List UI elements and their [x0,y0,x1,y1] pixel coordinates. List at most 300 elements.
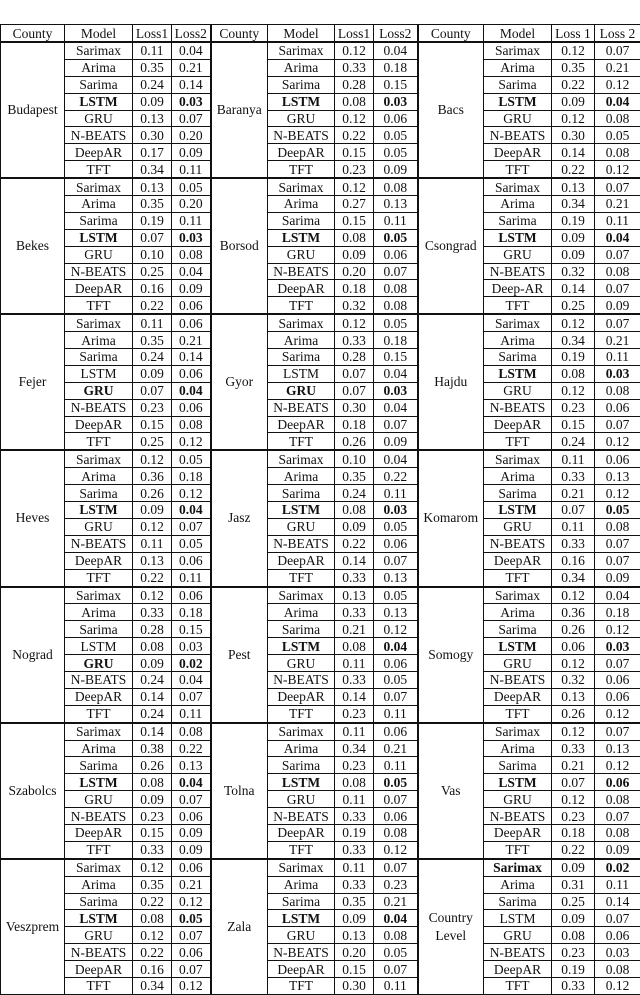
loss1-cell: 0.07 [552,774,595,791]
loss2-cell: 0.03 [172,93,211,110]
loss2-cell: 0.11 [374,757,418,774]
loss1-cell: 0.21 [552,485,595,502]
loss2-cell: 0.08 [595,144,640,161]
table-row [1,774,640,791]
table-row [1,688,640,705]
model-cell: DeepAR [268,144,335,161]
loss2-cell: 0.08 [595,791,640,808]
loss2-cell: 0.06 [172,944,211,961]
loss2-cell: 0.03 [595,638,640,655]
loss2-cell: 0.12 [595,161,640,178]
loss2-cell: 0.07 [172,927,211,944]
loss2-cell: 0.06 [172,859,211,876]
model-cell: LSTM [65,229,133,246]
loss1-cell: 0.30 [552,127,595,144]
loss2-cell: 0.14 [172,349,211,366]
loss1-cell: 0.24 [133,349,172,366]
loss1-cell: 0.09 [133,655,172,672]
loss2-cell: 0.05 [374,671,418,688]
loss2-cell: 0.11 [595,349,640,366]
table-row [1,382,640,399]
loss1-cell: 0.23 [335,705,374,722]
loss2-cell: 0.12 [595,485,640,502]
table-row [1,910,640,927]
loss2-cell: 0.12 [595,433,640,450]
model-cell: Arima [268,740,335,757]
model-cell: LSTM [65,93,133,110]
loss2-cell: 0.06 [595,927,640,944]
loss2-header: Loss2 [172,25,211,43]
loss1-cell: 0.07 [133,382,172,399]
loss1-cell: 0.28 [335,349,374,366]
loss1-cell: 0.35 [133,196,172,213]
model-cell: TFT [268,841,335,858]
loss1-cell: 0.22 [133,893,172,910]
loss1-cell: 0.34 [552,332,595,349]
loss1-cell: 0.24 [552,433,595,450]
loss2-cell: 0.07 [374,859,418,876]
loss2-cell: 0.07 [595,723,640,740]
table-row [1,263,640,280]
table-row [1,42,640,59]
loss1-cell: 0.25 [552,297,595,314]
table-row [1,297,640,314]
loss2-cell: 0.06 [595,450,640,467]
loss2-cell: 0.04 [172,263,211,280]
loss2-cell: 0.08 [374,297,418,314]
loss1-cell: 0.09 [133,502,172,519]
county-cell: Hajdu [418,314,484,450]
model-cell: DeepAR [65,552,133,569]
loss1-cell: 0.09 [335,518,374,535]
table-row [1,332,640,349]
table-row [1,841,640,858]
model-cell: LSTM [268,774,335,791]
loss2-cell: 0.05 [374,587,418,604]
loss2-cell: 0.09 [374,161,418,178]
loss1-cell: 0.12 [133,587,172,604]
loss1-cell: 0.19 [133,212,172,229]
loss2-cell: 0.05 [374,774,418,791]
loss1-cell: 0.33 [335,808,374,825]
loss1-cell: 0.33 [552,468,595,485]
loss1-cell: 0.12 [552,314,595,331]
table-row [1,280,640,297]
table-body [1,42,640,994]
county-header: County [1,25,65,43]
loss2-cell: 0.07 [172,961,211,978]
loss1-cell: 0.22 [552,841,595,858]
model-cell: GRU [484,382,552,399]
table-row [1,876,640,893]
model-cell: TFT [484,297,552,314]
loss2-cell: 0.05 [172,450,211,467]
loss2-cell: 0.08 [172,416,211,433]
model-cell: Arima [65,59,133,76]
loss1-cell: 0.33 [335,332,374,349]
loss1-cell: 0.34 [552,569,595,586]
model-cell: LSTM [484,93,552,110]
model-cell: DeepAR [65,144,133,161]
loss2-cell: 0.04 [374,638,418,655]
county-cell: Budapest [1,42,65,178]
county-cell: Csongrad [418,178,484,314]
model-cell: Sarimax [268,178,335,195]
model-cell: Sarima [268,621,335,638]
loss2-cell: 0.12 [172,977,211,994]
loss2-cell: 0.05 [374,127,418,144]
model-cell: DeepAR [65,280,133,297]
loss2-cell: 0.15 [374,76,418,93]
loss1-cell: 0.28 [133,621,172,638]
loss1-cell: 0.19 [552,961,595,978]
loss1-cell: 0.20 [335,263,374,280]
loss2-cell: 0.11 [595,876,640,893]
model-cell: Sarimax [484,859,552,876]
table-row [1,502,640,519]
loss2-cell: 0.09 [172,280,211,297]
model-cell: Sarima [484,893,552,910]
loss2-cell: 0.05 [172,910,211,927]
loss1-cell: 0.23 [133,808,172,825]
loss2-cell: 0.08 [595,382,640,399]
loss1-cell: 0.34 [133,161,172,178]
model-cell: DeepAR [65,961,133,978]
loss1-cell: 0.22 [133,569,172,586]
model-cell: GRU [65,655,133,672]
model-cell: LSTM [268,93,335,110]
model-cell: Arima [484,196,552,213]
model-cell: TFT [65,569,133,586]
loss1-cell: 0.16 [133,961,172,978]
loss1-cell: 0.12 [552,110,595,127]
loss1-cell: 0.13 [133,178,172,195]
loss2-cell: 0.06 [172,297,211,314]
loss1-cell: 0.24 [133,76,172,93]
loss2-cell: 0.13 [172,757,211,774]
loss2-cell: 0.09 [172,144,211,161]
loss2-cell: 0.22 [374,468,418,485]
loss1-cell: 0.15 [133,824,172,841]
model-cell: Sarima [484,76,552,93]
model-cell: DeepAR [268,416,335,433]
loss1-cell: 0.14 [335,552,374,569]
loss2-cell: 0.08 [595,518,640,535]
table-row [1,859,640,876]
loss2-cell: 0.04 [172,671,211,688]
loss2-cell: 0.07 [374,263,418,280]
loss1-cell: 0.23 [335,161,374,178]
model-cell: DeepAR [65,688,133,705]
header-row [1,25,640,43]
model-cell: Arima [65,740,133,757]
loss2-cell: 0.05 [374,144,418,161]
loss2-cell: 0.04 [374,399,418,416]
model-cell: TFT [65,433,133,450]
model-cell: N-BEATS [268,399,335,416]
loss2-cell: 0.04 [172,382,211,399]
county-cell: Tolna [211,723,268,859]
loss1-cell: 0.13 [335,587,374,604]
loss2-cell: 0.05 [172,178,211,195]
loss2-cell: 0.03 [172,638,211,655]
loss1-cell: 0.33 [335,59,374,76]
loss2-cell: 0.13 [595,740,640,757]
loss1-cell: 0.08 [133,774,172,791]
model-cell: GRU [65,927,133,944]
loss2-cell: 0.03 [374,382,418,399]
loss1-cell: 0.33 [335,876,374,893]
loss2-cell: 0.09 [595,841,640,858]
model-cell: Sarima [65,212,133,229]
loss1-cell: 0.12 [552,791,595,808]
loss2-cell: 0.12 [172,433,211,450]
model-cell: GRU [65,110,133,127]
model-cell: Sarimax [484,178,552,195]
loss1-cell: 0.35 [335,468,374,485]
loss2-cell: 0.18 [374,59,418,76]
loss1-cell: 0.20 [335,944,374,961]
loss2-cell: 0.21 [374,893,418,910]
loss1-cell: 0.38 [133,740,172,757]
loss2-cell: 0.12 [595,621,640,638]
model-cell: Deep-AR [484,280,552,297]
model-cell: Sarima [65,757,133,774]
loss2-cell: 0.21 [172,876,211,893]
model-cell: N-BEATS [268,535,335,552]
loss1-cell: 0.31 [552,876,595,893]
loss2-cell: 0.18 [172,604,211,621]
model-cell: LSTM [268,638,335,655]
loss2-cell: 0.06 [374,246,418,263]
loss2-cell: 0.13 [374,604,418,621]
loss2-cell: 0.05 [374,229,418,246]
loss1-cell: 0.11 [335,791,374,808]
county-cell: Pest [211,587,268,723]
loss1-cell: 0.32 [552,263,595,280]
loss1-cell: 0.23 [552,944,595,961]
loss2-cell: 0.13 [374,569,418,586]
loss2-cell: 0.08 [172,723,211,740]
loss2-cell: 0.05 [374,314,418,331]
loss2-cell: 0.11 [374,705,418,722]
loss2-cell: 0.06 [595,688,640,705]
county-cell: Nograd [1,587,65,723]
county-header: County [418,25,484,43]
loss1-cell: 0.15 [335,212,374,229]
loss1-cell: 0.24 [335,485,374,502]
model-cell: Sarima [65,76,133,93]
model-cell: Sarimax [65,587,133,604]
model-cell: Sarimax [268,42,335,59]
model-cell: DeepAR [268,824,335,841]
loss2-cell: 0.06 [172,399,211,416]
county-cell: Vas [418,723,484,859]
model-cell: Sarima [268,757,335,774]
loss1-cell: 0.35 [133,332,172,349]
model-cell: N-BEATS [268,808,335,825]
model-cell: LSTM [484,502,552,519]
model-cell: LSTM [484,229,552,246]
loss2-cell: 0.04 [172,774,211,791]
loss1-cell: 0.34 [335,740,374,757]
model-cell: LSTM [268,502,335,519]
model-cell: TFT [65,297,133,314]
model-cell: TFT [268,433,335,450]
model-cell: Sarima [268,212,335,229]
loss2-cell: 0.07 [595,314,640,331]
loss1-cell: 0.26 [335,433,374,450]
loss2-header: Loss 2 [595,25,640,43]
loss2-cell: 0.11 [374,977,418,994]
model-cell: Sarima [484,757,552,774]
table-row [1,518,640,535]
loss2-cell: 0.12 [595,977,640,994]
loss1-cell: 0.11 [133,42,172,59]
loss1-cell: 0.24 [133,705,172,722]
loss1-cell: 0.30 [335,399,374,416]
loss1-cell: 0.36 [133,468,172,485]
loss2-cell: 0.08 [374,824,418,841]
loss1-cell: 0.11 [335,859,374,876]
loss1-cell: 0.32 [552,671,595,688]
table-row [1,587,640,604]
loss2-cell: 0.04 [374,42,418,59]
model-cell: Sarimax [268,723,335,740]
county-cell: Veszprem [1,859,65,995]
loss2-cell: 0.07 [595,535,640,552]
loss1-cell: 0.35 [335,893,374,910]
loss1-cell: 0.08 [335,229,374,246]
table-row [1,144,640,161]
county-cell: Szabolcs [1,723,65,859]
loss2-cell: 0.07 [595,416,640,433]
loss2-cell: 0.11 [172,569,211,586]
table-row [1,314,640,331]
model-cell: N-BEATS [268,671,335,688]
loss1-cell: 0.25 [133,263,172,280]
table-row [1,450,640,467]
model-cell: Sarima [484,485,552,502]
model-cell: N-BEATS [484,263,552,280]
table-row [1,604,640,621]
model-cell: Sarimax [65,450,133,467]
loss1-cell: 0.30 [133,127,172,144]
table-row [1,757,640,774]
loss1-cell: 0.14 [133,723,172,740]
loss2-cell: 0.12 [172,485,211,502]
model-cell: N-BEATS [268,263,335,280]
loss1-cell: 0.22 [133,297,172,314]
loss1-cell: 0.12 [335,314,374,331]
model-cell: Sarimax [268,314,335,331]
loss1-cell: 0.13 [133,552,172,569]
loss2-cell: 0.11 [374,485,418,502]
model-cell: GRU [484,655,552,672]
loss2-cell: 0.12 [374,621,418,638]
loss1-cell: 0.12 [552,587,595,604]
table-row [1,196,640,213]
loss2-cell: 0.07 [374,552,418,569]
loss2-cell: 0.08 [374,280,418,297]
loss1-cell: 0.18 [335,416,374,433]
loss2-cell: 0.06 [172,365,211,382]
loss2-cell: 0.02 [172,655,211,672]
model-cell: Arima [268,196,335,213]
loss1-cell: 0.22 [335,535,374,552]
model-cell: Arima [65,332,133,349]
loss1-cell: 0.26 [133,485,172,502]
model-cell: TFT [268,977,335,994]
loss1-cell: 0.08 [133,910,172,927]
model-cell: Sarima [268,349,335,366]
loss1-cell: 0.08 [335,93,374,110]
loss2-cell: 0.11 [374,212,418,229]
county-cell: Somogy [418,587,484,723]
model-cell: DeepAR [268,961,335,978]
loss2-cell: 0.21 [172,59,211,76]
loss1-cell: 0.12 [335,42,374,59]
loss1-cell: 0.13 [552,688,595,705]
loss2-cell: 0.07 [172,791,211,808]
model-cell: N-BEATS [65,808,133,825]
loss2-cell: 0.23 [374,876,418,893]
loss1-cell: 0.18 [552,824,595,841]
model-cell: LSTM [65,910,133,927]
loss1-cell: 0.33 [552,977,595,994]
table-row [1,229,640,246]
model-cell: LSTM [268,229,335,246]
loss2-header: Loss2 [374,25,418,43]
model-cell: Sarima [484,212,552,229]
loss1-cell: 0.33 [335,841,374,858]
loss1-cell: 0.07 [335,365,374,382]
loss1-cell: 0.14 [335,688,374,705]
model-cell: TFT [484,705,552,722]
loss2-cell: 0.21 [172,332,211,349]
model-cell: GRU [268,791,335,808]
model-cell: N-BEATS [65,944,133,961]
county-cell: Zala [211,859,268,995]
loss2-cell: 0.21 [595,196,640,213]
model-cell: Arima [268,604,335,621]
loss1-cell: 0.36 [552,604,595,621]
loss2-cell: 0.12 [595,757,640,774]
loss2-cell: 0.06 [374,110,418,127]
loss2-cell: 0.11 [595,212,640,229]
loss2-cell: 0.09 [374,433,418,450]
loss2-cell: 0.07 [374,688,418,705]
model-cell: Arima [268,876,335,893]
loss1-cell: 0.33 [133,604,172,621]
table-row [1,893,640,910]
model-cell: Arima [65,876,133,893]
loss1-header: Loss1 [335,25,374,43]
model-cell: N-BEATS [484,944,552,961]
model-cell: TFT [268,297,335,314]
table-row [1,161,640,178]
model-cell: Sarimax [65,42,133,59]
loss1-cell: 0.15 [133,416,172,433]
model-cell: Arima [484,59,552,76]
loss1-header: Loss1 [133,25,172,43]
loss2-cell: 0.06 [172,587,211,604]
loss2-cell: 0.07 [595,655,640,672]
table-row [1,569,640,586]
loss2-cell: 0.07 [595,808,640,825]
loss2-cell: 0.18 [374,332,418,349]
table-row [1,655,640,672]
